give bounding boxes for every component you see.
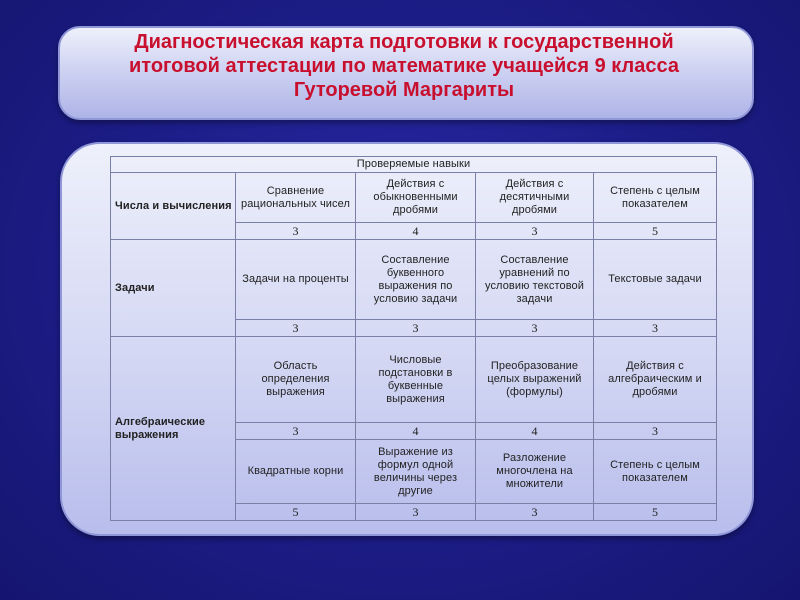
page-title: [58, 30, 750, 102]
skill-cell: Действия с десятичными дробями: [476, 173, 594, 223]
score-cell: 3: [236, 423, 356, 440]
score-cell: 4: [356, 423, 476, 440]
skill-cell: Действия с обыкновенными дробями: [356, 173, 476, 223]
score-cell: 4: [476, 423, 594, 440]
skill-cell: Степень с целым показателем: [594, 173, 717, 223]
score-cell: 3: [356, 504, 476, 521]
skill-cell: Числовые подстановки в буквенные выражения: [356, 337, 476, 423]
skill-cell: Разложение многочлена на множители: [476, 440, 594, 504]
score-cell: 5: [236, 504, 356, 521]
skill-cell: Текстовые задачи: [594, 240, 717, 320]
score-cell: 3: [594, 423, 717, 440]
skill-cell: Составление уравнений по условию текстовой задачи: [476, 240, 594, 320]
score-cell: 3: [236, 223, 356, 240]
skill-cell: Составление буквенного выражения по условию задачи: [356, 240, 476, 320]
score-cell: 3: [356, 320, 476, 337]
score-cell: 3: [594, 320, 717, 337]
score-cell: 4: [356, 223, 476, 240]
category-tasks: Задачи: [111, 240, 236, 337]
skills-table: [110, 156, 717, 521]
skill-cell: Действия с алгебраическим и дробями: [594, 337, 717, 423]
score-cell: 5: [594, 504, 717, 521]
skill-cell: Область определения выражения: [236, 337, 356, 423]
score-cell: 3: [476, 223, 594, 240]
score-cell: 5: [594, 223, 717, 240]
category-numbers: Числа и вычисления: [111, 173, 236, 240]
title-line-3: Гуторевой Маргариты: [293, 79, 515, 101]
score-cell: 3: [476, 504, 594, 521]
skill-cell: Сравнение рациональных чисел: [236, 173, 356, 223]
skill-cell: Выражение из формул одной величины через другие: [356, 440, 476, 504]
skill-cell: Квадратные корни: [236, 440, 356, 504]
score-cell: 3: [236, 320, 356, 337]
table-header: Проверяемые навыки: [111, 157, 717, 173]
skill-cell: Преобразование целых выражений (формулы): [476, 337, 594, 423]
title-line-2: итоговой аттестации по математике учащейся 9 класса: [129, 55, 679, 77]
title-line-1: Диагностическая карта подготовки к государственной: [134, 31, 674, 53]
score-cell: 3: [476, 320, 594, 337]
skill-cell: Задачи на проценты: [236, 240, 356, 320]
category-algebraic-expressions: Алгебраические выражения: [111, 337, 236, 521]
skill-cell: Степень с целым показателем: [594, 440, 717, 504]
